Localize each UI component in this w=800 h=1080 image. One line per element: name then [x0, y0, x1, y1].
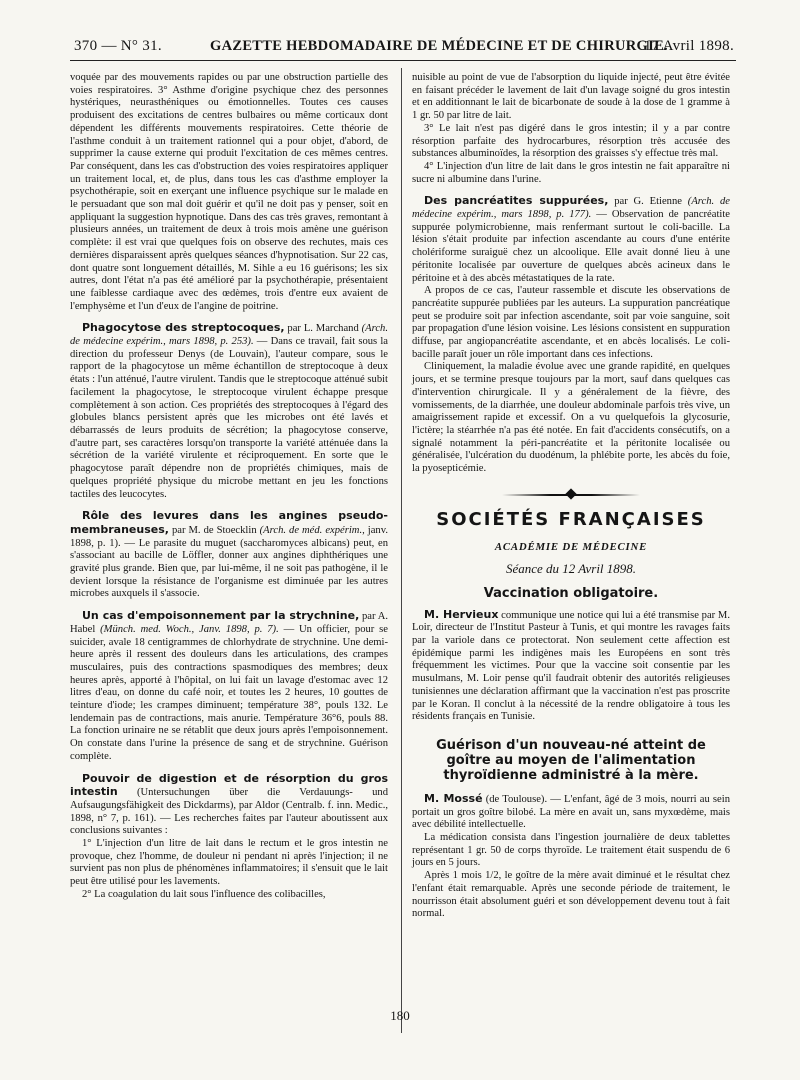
- ornament-diamond-icon: [565, 488, 576, 499]
- paragraph-body: communique une notice qui lui a été transmise par M. Loir, directeur de l'Institut Pasteur à Tunis, et qui montre les ravages faits par la variole dans ce protectorat. Non seulement cette affection est épidémique parmi les indigènes mais les Européens en sont très fréquemment les victimes. Pour que la vaccine soit consentie par les musulmans, M. Loir pense qu'il faudrait obtenir des autorités religieuses tunisiennes une déclaration affirmant que la vaccination n'est pas proscrite par le Koran. Il conclut à la nécessité de la rendre obligatoire à tous les résidents français en Tunisie.: [412, 609, 730, 723]
- article-title: Des pancréatites suppurées,: [424, 194, 609, 208]
- article-phagocytose: [70, 322, 388, 501]
- article-author: par G. Etienne: [608, 196, 682, 208]
- society-name: ACADÉMIE DE MÉDECINE: [494, 540, 648, 553]
- running-header: [70, 34, 736, 61]
- digestion-conclusion-2: 2° La coagulation du lait sous l'influence des colibacilles,: [82, 888, 326, 900]
- article-title: Pouvoir de digestion et de résorption du gros intestin: [70, 771, 388, 799]
- issue-date: 17 Avril 1898.: [643, 38, 734, 54]
- article-pancreatites: [412, 195, 730, 285]
- left-column: [70, 72, 388, 902]
- article-body: janv. 1898, p. 1). — Le parasite du muguet (saccharomyces albicans) peut, en s'associant au bacille de Löffler, donner aux angines diphthériques une gravité plus grande. Bien que, par lui-même, il ne soit pas pathogène, il le devient lorsque la résistance de l'organisme est diminuée par les autres microbes auxquels il s'associe.: [70, 524, 388, 600]
- article-strychnine: [70, 610, 388, 763]
- speaker-name: M. Mossé: [424, 791, 483, 805]
- article-body: (Untersuchungen über die Verdauungs- und Aufsaugungsfähigkeit des Dickdarms), par Aldor (Centralb. f. inn. Medic., 1898, n° 7, p. 161). — Les recherches faites par l'auteur aboutissent aux conclusions suivantes :: [70, 787, 388, 837]
- article-reference: (Arch. de méd. expérim.,: [259, 524, 365, 536]
- article-title: Rôle des levures dans les angines pseudo-membraneuses,: [70, 509, 388, 536]
- article-title: Un cas d'empoisonnement par la strychnine,: [82, 609, 360, 623]
- article-body: — Dans ce travail, fait sous la direction du professeur Denys (de Louvain), l'auteur compare, sous le rapport de la phagocytose un même échantillon de streptocoque à deux états : l'un atténué, l'autre virulent. Tandis que le streptocoque atténué subit facilement la phagocytose, le streptocoque virulent échappe presque complètement à son action. Ces propriétés des streptocoques à l'égard des globules blancs persistent après que les microbes ont été lavés et débarrassés de leurs produits de sécrétion; la phagocytose conserve, d'autre part, ses caractères lorsqu'on transporte la variété atténuée dans la sécrétion de la variété virulente et réciproquement. En sorte que le phagocytose paraît dépendre non de propriétés chimiques, mais de quelques propriété physique du microbe mettant en jeu les fonctions tactiles des leucocytes.: [70, 336, 388, 500]
- pancreatites-paragraph-2: A propos de ce cas, l'auteur rassemble et discute les observations de pancréatite suppurée publiées par les auteurs. La suppuration pancréatique peut se produire soit par infection ascendante, soit par voie sanguine, soit par propagation d'une lésion voisine. Les lésions consistent en suppuration diffuse, par angiopancréatite ascendante, et en abcès localisés. Le coli-bacille paraît jouer un rôle important dans ces infections.: [412, 285, 730, 360]
- paragraph-body: (de Toulouse). — L'enfant, âgé de 3 mois, nourri au sein portait un gros goître bilobé. La mère en avait un, sans myxœdème, mais avec débilité intellectuelle.: [412, 793, 730, 831]
- goitre-paragraph-3: Après 1 mois 1/2, le goître de la mère avait diminué et le résultat chez l'enfant était remarquable. Après une seconde période de traitement, le nourrisson était absolument guéri et son développement devenu tout à fait normal.: [412, 870, 730, 920]
- article-digestion: [70, 773, 388, 839]
- article-author: par L. Marchand: [284, 323, 359, 335]
- subsection-title: Vaccination obligatoire.: [483, 585, 659, 601]
- section-heading: SOCIÉTÉS FRANÇAISES: [436, 508, 706, 530]
- goitre-paragraph-1: [412, 793, 730, 832]
- article-levures: [70, 510, 388, 601]
- right-column: [412, 72, 730, 921]
- folio-number: 180: [390, 1008, 410, 1023]
- speaker-name: M. Hervieux: [424, 607, 499, 621]
- article-body: — Un officier, pour se suicider, avale 18 centigrammes de chlorhydrate de strychnine. Une demi-heure après il ressent des douleurs dans les articulations, des crampes musculaires, puis des contractions spasmodiques des membres; deux heures après, apporté à l'hôpital, on lui fait un lavage d'estomac avec 12 litres d'eau, on donne du café noir, et toutes les 2 heures, 10 gouttes de teinture d'iode; les crampes diminuent; température 38°, pouls 132. Le lendemain pas de contractions, mais anurie. Température 36°6, pouls 88. La fonction urinaire ne se rétablit que deux jours après l'empoisonnement. On constate dans l'urine la présence de sang et de strychnine. Guérison complète.: [70, 623, 388, 762]
- article-title: Phagocytose des streptocoques,: [82, 321, 285, 335]
- article-body: — Observation de pancréatite suppurée polymicrobienne, mais renfermant surtout le coli-bacille. La lésion s'était produite par infection ascendante au cours d'une entérite cholériforme suraiguë chez un alcoolique. Elle avait donné lieu à une péritonite localisée par ouverture de quelques abcès acineux dans le péritoine et à des abcès métastatiques de la rate.: [412, 209, 730, 284]
- digestion-conclusion-4: 4° L'injection d'un litre de lait dans le gros intestin ne fait apparaître ni sucre ni albumine dans l'urine.: [412, 160, 730, 185]
- digestion-continuation: nuisible au point de vue de l'absorption du liquide injecté, peut être évitée en faisant précéder le lavement de lait d'un lavage soigné du gros intestin et en additionnant le lait de bicarbonate de soude à la dose de 1 gramme à 1 gr. 50 par litre de lait.: [412, 72, 730, 122]
- session-date: Séance du 12 Avril 1898.: [505, 561, 637, 577]
- digestion-conclusion-3: 3° Le lait n'est pas digéré dans le gros intestin; il y a par contre résorption parfaite des hydrocarbures, résorption très accusée des substances albuminoïdes, la résorption des graisses s'y effectue très mal.: [412, 122, 730, 160]
- article-reference: (Münch. med. Woch., Janv. 1898, p. 7).: [100, 623, 279, 635]
- section-ornament: [412, 490, 730, 500]
- journal-title: GAZETTE HEBDOMADAIRE DE MÉDECINE ET DE CHIRURGIE.: [210, 38, 668, 54]
- pancreatites-paragraph-3: Cliniquement, la maladie évolue avec une grande rapidité, en quelques jours, et se termine presque toujours par la mort, sauf dans quelques cas d'intervention chirurgicale. Il y a généralement de la fièvre, des vomissements, de la diarrhée, une douleur abdominale parfois très vive, un amaigrissement rapide et excessif. On a vu quelquefois la glycosurie, l'ictère; la stéarrhée n'a pas été notée. En fait d'accidents consécutifs, on a signalé notamment la péri-pancréatite et la péritonite localisée ou généralisée, l'ulcération du duodénum, la phlébite porte, les abcès du foie, la pyosepticémie.: [412, 361, 730, 475]
- vaccination-paragraph: [412, 609, 730, 724]
- article-reference: (Arch. de médecine expérim., mars 1898, p. 177).: [412, 196, 730, 221]
- page-number: 370 — N° 31.: [74, 38, 162, 54]
- subsection-title: Guérison d'un nouveau-né atteint de goître au moyen de l'alimentation thyroïdienne administré à la mère.: [436, 737, 706, 783]
- article-author: par M. de Stoecklin: [168, 524, 257, 536]
- article-reference: (Arch. de médecine expérim., mars 1898, p. 253).: [70, 323, 388, 348]
- column-rule: [401, 68, 402, 1033]
- digestion-conclusion-1: 1° L'injection d'un litre de lait dans le rectum et le gros intestin ne provoque, chez l'homme, de douleur ni pendant ni après l'injection; il ne survient pas non plus de phénomènes inflammatoires; il s'ensuit que le lait peut être utilisé pour les lavements.: [70, 838, 388, 888]
- asthma-continuation: voquée par des mouvements rapides ou par une obstruction partielle des voies respiratoires. 3° Asthme d'origine psychique chez des personnes hystériques, neurasthéniques ou émotionnelles. Toutes ces causes produisent des excitations de centres bulbaires ou même corticaux dont dépendent les différents mouvements respiratoires. Cette théorie de l'asthme conduit à un traitement rationnel qui a pour objet, d'abord, de supprimer la cause externe qui produit l'excitation de ces mêmes centres. Par conséquent, dans les cas d'obstruction des voies respiratoires appliquer un traitement local, et, de plus, dans tous les cas d'asthme employer la psychothérapie, soit en exerçant une influence psychique sur le malade en le persuadant que son mal doit guérir et qu'il ne doit pas y penser, soit en appliquant la suggestion hypnotique. Dans des cas très graves, remontant à plusieurs années, un traitement de deux à trois mois amène une guérison complète: il est vrai que quelques fois on observe des rechutes, mais ces dernières disparaissent après quelques séances d'hypnotisation. Sur 22 cas, dont quatre sont longuement détaillés, M. Sihle a eu 16 guérisons; les six autres, dont l'état n'a pas été amélioré par la psychothérapie, présentaient une faiblesse cardiaque avec des œdèmes, trois d'entre eux avaient de l'emphysème et l'un d'eux de l'angine de poitrine.: [70, 72, 388, 312]
- article-author: par A. Habel: [70, 611, 388, 635]
- goitre-paragraph-2: La médication consista dans l'ingestion journalière de deux tablettes représentant 1 gr. 50 de corps thyroïde. Le traitement était suspendu de 6 jours en 5 jours.: [412, 832, 730, 869]
